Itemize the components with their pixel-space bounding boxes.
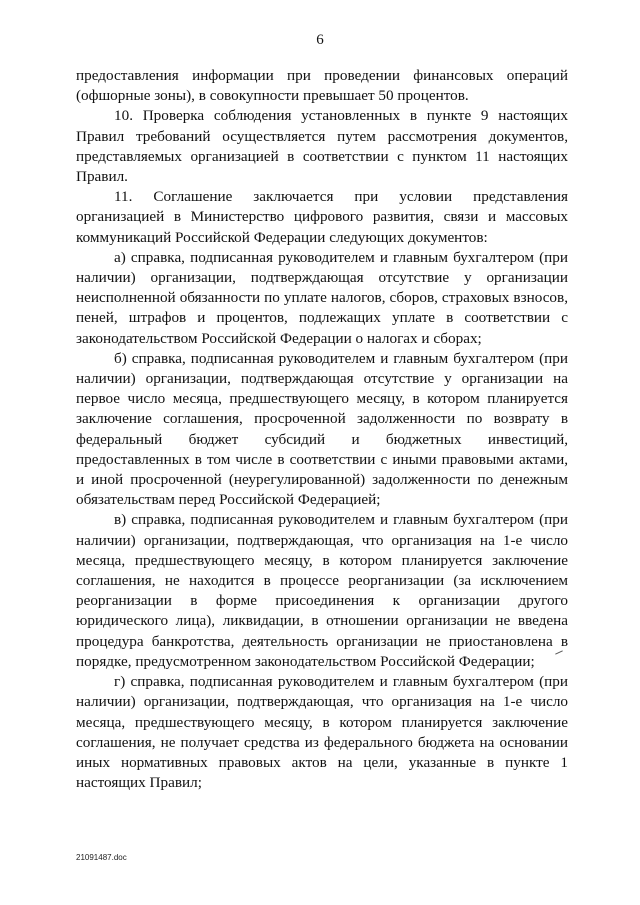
paragraph-subitem-g: г) справка, подписанная руководителем и главным бухгалтером (при наличии) организации, подтверждающая, что организация на 1-е число месяца, предшествующего месяцу, в котором планируется заключение соглашения, не получает средства из федерального бюджета на основании иных нормативных правовых актов на цели, указанные в пункте 1 настоящих Правил;: [76, 673, 568, 792]
footer-document-id: 21091487.doc: [76, 853, 127, 862]
page-number: 6: [316, 32, 324, 48]
paragraph-item-11: 11. Соглашение заключается при условии представления организацией в Министерство цифрового развития, связи и массовых коммуникаций Российской Федерации следующих документов:: [76, 188, 568, 246]
paragraph-subitem-a: а) справка, подписанная руководителем и главным бухгалтером (при наличии) организации, подтверждающая отсутствие у организации неисполненной обязанности по уплате налогов, сборов, страховых взносов, пеней, штрафов и процентов, подлежащих уплате в соответствии с законодательством Российской Федерации о налогах и сборах;: [76, 248, 568, 347]
paragraph-subitem-v: в) справка, подписанная руководителем и главным бухгалтером (при наличии) организации, подтверждающая, что организация на 1-е число месяца, предшествующего месяцу, в котором планируется заключение соглашения, не находится в процессе реорганизации (за исключением реорганизации в форме присоединения к организации другого юридического лица), ликвидации, в отношении организации не введена процедура банкротства, деятельность организации не приостановлена в порядке, предусмотренном законодательством Российской Федерации;: [76, 511, 568, 670]
paragraph-item-10: 10. Проверка соблюдения установленных в пункте 9 настоящих Правил требований осуществляется путем рассмотрения документов, представляемых организацией в соответствии с пунктом 11 настоящих Правил.: [76, 107, 568, 186]
document-body: [76, 66, 568, 793]
paragraph-offshore-continuation: предоставления информации при проведении финансовых операций (офшорные зоны), в совокупности превышает 50 процентов.: [76, 67, 568, 105]
paragraph-subitem-b: б) справка, подписанная руководителем и главным бухгалтером (при наличии) организации, подтверждающая отсутствие у организации на первое число месяца, предшествующего месяцу, в котором планируется заключение соглашения, просроченной задолженности по возврату в федеральный бюджет субсидий и бюджетных инвестиций, предоставленных в том числе в соответствии с иными правовыми актами, и иной просроченной (неурегулированной) задолженности по денежным обязательствам перед Российской Федерацией;: [76, 349, 568, 509]
